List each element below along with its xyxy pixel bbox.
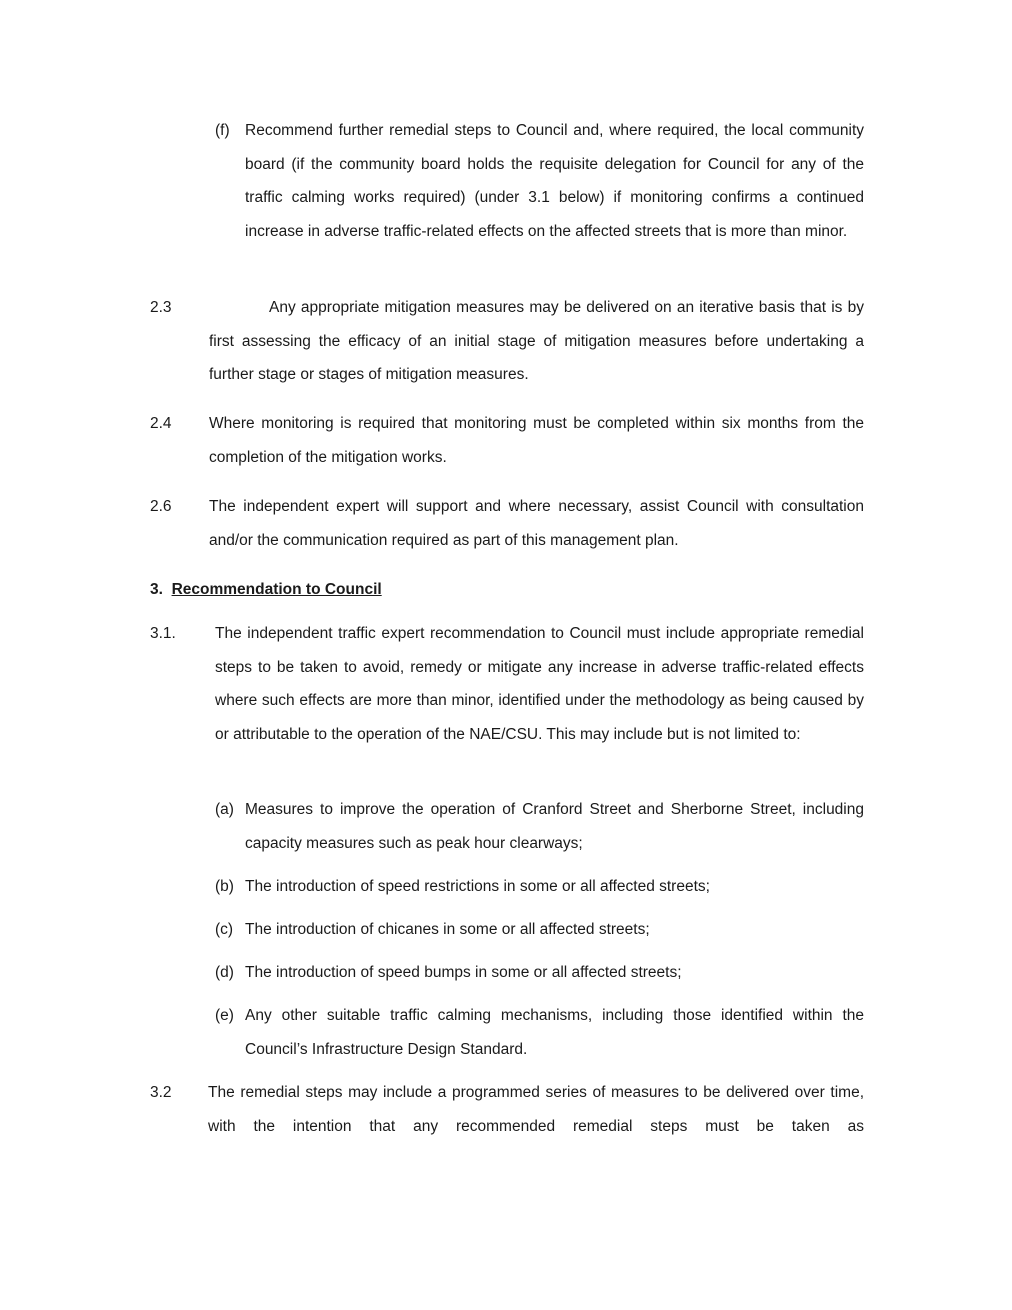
list-item-c-label: (c) (215, 921, 234, 938)
section-2-3-text: Any appropriate mitigation measures may be delivered on an iterative basis that is by first assessing the efficacy of an initial stage of mitigation measures before undertaking a further stage or stages of mitigation measures. (209, 299, 864, 383)
section-2-6-number: 2.6 (150, 498, 172, 515)
list-item-b-text: The introduction of speed restrictions in some or all affected streets; (245, 878, 710, 895)
list-item-d-text: The introduction of speed bumps in some or all affected streets; (245, 964, 682, 981)
section-2-6-text: The independent expert will support and where necessary, assist Council with consultation and/or the communication required as part of this management plan. (209, 498, 864, 549)
list-item-e-text: Any other suitable traffic calming mechanisms, including those identified within the Council’s Infrastructure Design Standard. (245, 1007, 864, 1058)
section-2-3-number: 2.3 (150, 299, 172, 316)
section-3-2-text: The remedial steps may include a programmed series of measures to be delivered over time, with the intention that any recommended remedial steps must be taken as (208, 1084, 864, 1135)
item-f-text: Recommend further remedial steps to Council and, where required, the local community board (if the community board holds the requisite delegation for Council for any of the traffic calming works required) (under 3.1 below) if monitoring confirms a continued increase in adverse traffic-related effects on the affected streets that is more than minor. (245, 122, 864, 240)
item-f-label: (f) (215, 122, 230, 139)
section-3-1-text: The independent traffic expert recommendation to Council must include appropriate remedial steps to be taken to avoid, remedy or mitigate any increase in adverse traffic-related effects where such effects are more than minor, identified under the methodology as being caused by or attributable to the operation of the NAE/CSU. This may include but is not limited to: (215, 625, 864, 743)
list-item-a-label: (a) (215, 801, 234, 818)
section-3-heading (150, 573, 382, 607)
list-item-c-text: The introduction of chicanes in some or all affected streets; (245, 921, 650, 938)
section-3-number: 3. (150, 581, 163, 598)
list-item-b-label: (b) (215, 878, 234, 895)
section-2-4-number: 2.4 (150, 415, 172, 432)
list-item-d-label: (d) (215, 964, 234, 981)
section-3-1-number: 3.1. (150, 625, 176, 642)
section-2-4-text: Where monitoring is required that monitoring must be completed within six months from the completion of the mitigation works. (209, 415, 864, 466)
list-item-e-label: (e) (215, 1007, 234, 1024)
section-3-title: Recommendation to Council (171, 581, 382, 598)
list-item-a-text: Measures to improve the operation of Cranford Street and Sherborne Street, including capacity measures such as peak hour clearways; (245, 801, 864, 852)
section-3-2-number: 3.2 (150, 1084, 172, 1101)
